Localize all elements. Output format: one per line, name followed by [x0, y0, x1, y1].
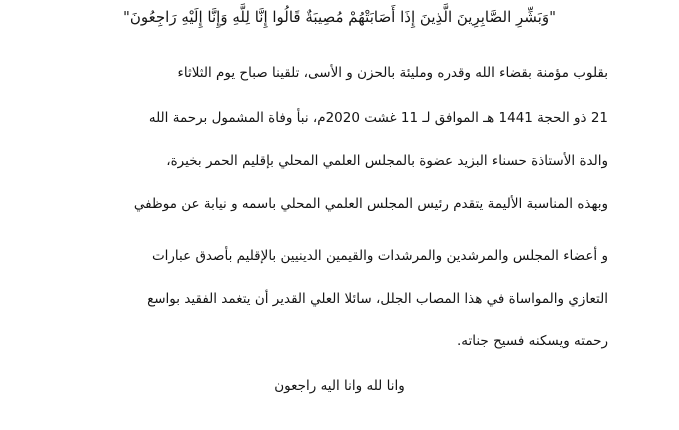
body-line: التعازي والمواساة في هذا المصاب الجلل، سائلا العلي القدير أن يتغمد الفقيد بواسع — [147, 291, 608, 307]
body-line: 21 ذو الحجة 1441 هـ الموافق لـ 11 غشت 2020م، نبأ وفاة المشمول برحمة الله — [148, 110, 608, 126]
quran-verse-heading: "وَبَشِّرِ الصَّابِرِينَ الَّذِينَ إِذَا أَصَابَتْهُمْ مُصِيبَةٌ قَالُوا إِنَّا لِلَّهِ وَإِنَّا إِلَيْهِ رَاجِعُونَ" — [123, 8, 556, 26]
body-line: بقلوب مؤمنة بقضاء الله وقدره ومليئة بالحزن و الأسى، تلقينا صباح يوم الثلاثاء — [177, 65, 608, 81]
body-line: و أعضاء المجلس والمرشدين والمرشدات والقيمين الدينيين بالإقليم بأصدق عبارات — [151, 248, 608, 264]
body-line: وبهذه المناسبة الأليمة يتقدم رئيس المجلس العلمي المحلي باسمه و نيابة عن موظفي — [133, 196, 608, 212]
body-line: رحمته ويسكنه فسيح جناته. — [456, 333, 608, 349]
body-line: والدة الأستاذة حسناء البزيد عضوة بالمجلس العلمي المحلي بإقليم الحمر بخيرة، — [166, 153, 608, 169]
closing-phrase: وانا لله وانا اليه راجعون — [274, 378, 405, 394]
